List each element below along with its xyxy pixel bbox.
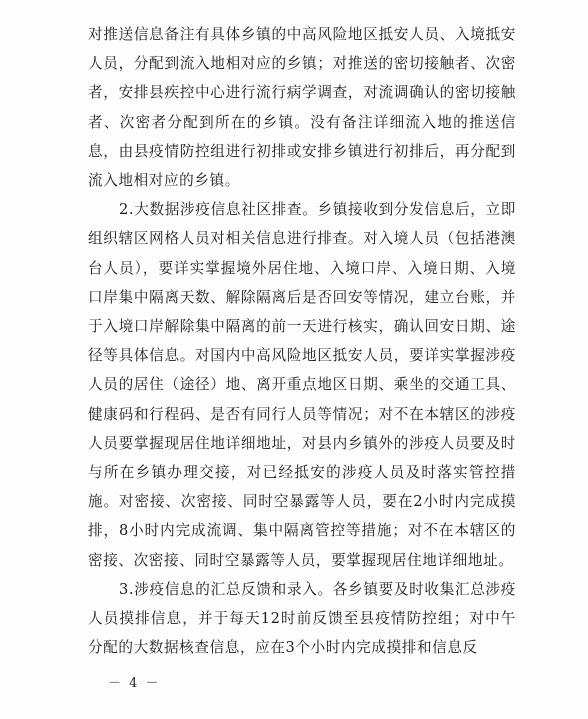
paragraph-feedback-entry: 3.涉疫信息的汇总反馈和录入。各乡镇要及时收集汇总涉疫人员摸排信息，并于每天12时前反馈至县疫情防控组；对中午分配的大数据核查信息，应在3个小时内完成摸排和信息反: [88, 580, 516, 657]
paragraph-intro-continuation: 对推送信息备注有具体乡镇的中高风险地区抵安人员、入境抵安人员，分配到流入地相对应的乡镇；对推送的密切接触者、次密者，安排县疾控中心进行流行病学调查，对流调确认的密切接触者、次密者分配到所在的乡镇。没有备注详细流入地的推送信息，由县疫情防控组进行初排或安排乡镇进行初排后，再分配到流入地相对应的乡镇。: [88, 26, 516, 190]
paragraph-big-data-screening: 2.大数据涉疫信息社区排查。乡镇接收到分发信息后，立即组织辖区网格人员对相关信息进行排查。对入境人员（包括港澳台人员），要详实掌握境外居住地、入境口岸、入境日期、入境口岸集中隔离天数、解除隔离后是否回安等情况，建立台账，并于入境口岸解除集中隔离的前一天进行核实，确认回安日期、途径等具体信息。对国内中高风险地区抵安人员，要详实掌握涉疫人员的居住（途径）地、离开重点地区日期、乘坐的交通工具、健康码和行程码、是否有同行人员等情况；对不在本辖区的涉疫人员要掌握现居住地详细地址，对县内乡镇外的涉疫人员要及时与所在乡镇办理交接，对已经抵安的涉疫人员及时落实管控措施。对密接、次密接、同时空暴露等人员，要在2小时内完成摸排，8小时内完成流调、集中隔离管控等措施；对不在本辖区的密接、次密接、同时空暴露等人员，要掌握现居住地详细地址。: [88, 201, 516, 569]
document-body: [88, 20, 516, 662]
page-number: － 4 －: [108, 676, 161, 691]
